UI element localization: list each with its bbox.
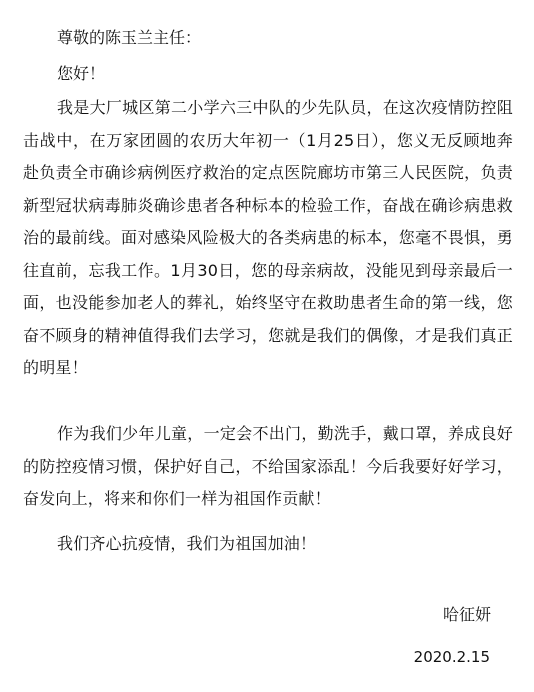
letter-paragraph-1-block: [23, 92, 513, 385]
letter-paragraph: 我们齐心抗疫情，我们为祖国加油！: [57, 534, 317, 553]
letter-signature: 哈征妍: [442, 605, 491, 624]
letter-salutation: 尊敬的陈玉兰主任：: [57, 28, 202, 47]
letter-date: 2020.2.15: [413, 648, 490, 666]
letter-greeting: 您好！: [57, 64, 106, 83]
letter-paragraph-2-block: [23, 418, 513, 516]
letter-paragraph-3-block: [23, 528, 513, 561]
letter-paragraph: 我是大厂城区第二小学六三中队的少先队员，在这次疫情防控阻击战中，在万家团圆的农历大年初一（1月25日），您义无反顾地奔赴负责全市确诊病例医疗救治的定点医院廊坊市第三人民医院，负责新型冠状病毒肺炎确诊患者各种标本的检验工作，奋战在确诊病患救治的最前线。面对感染风险极大的各类病患的标本，您毫不畏惧，勇往直前，忘我工作。1月30日，您的母亲病故，没能见到母亲最后一面，也没能参加老人的葬礼，始终坚守在救助患者生命的第一线，您奋不顾身的精神值得我们去学习，您就是我们的偶像，才是我们真正的明星！: [23, 98, 513, 377]
letter-paragraph: 作为我们少年儿童，一定会不出门，勤洗手，戴口罩，养成良好的防控疫情习惯，保护好自己，不给国家添乱！今后我要好好学习，奋发向上，将来和你们一样为祖国作贡献！: [23, 424, 513, 508]
